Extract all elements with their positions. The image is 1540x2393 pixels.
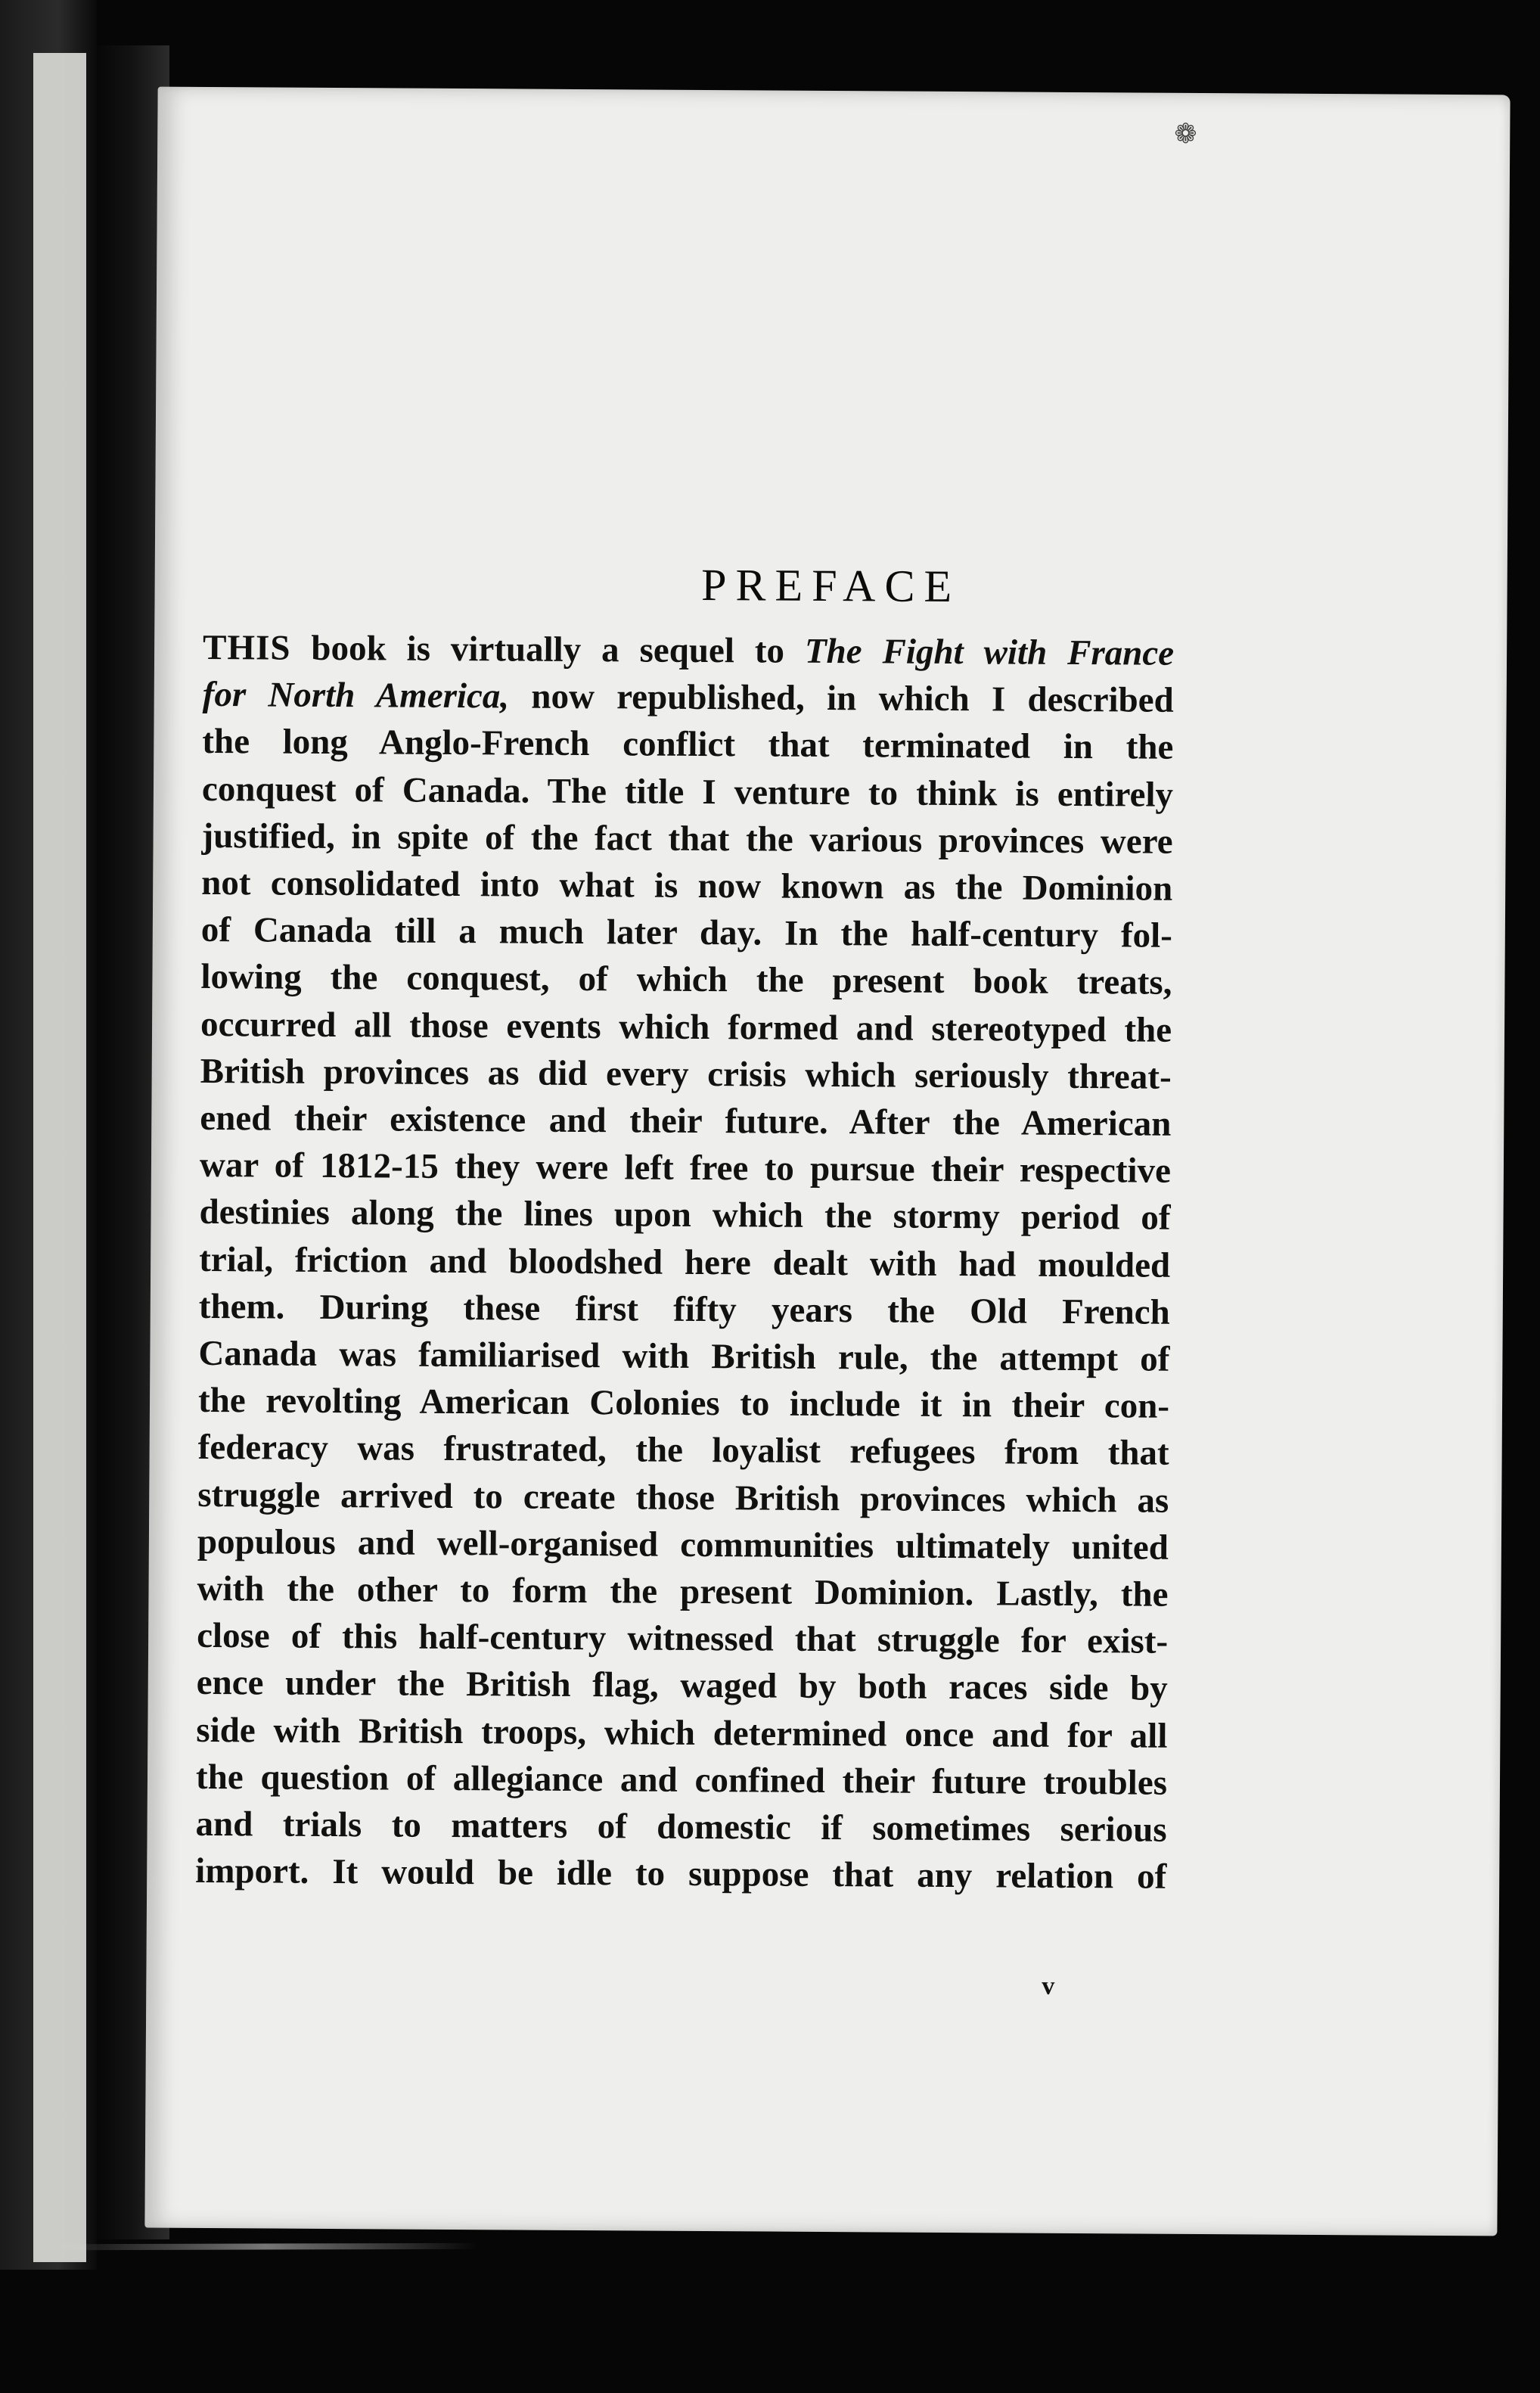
text-run: book is virtually a sequel to <box>290 628 806 671</box>
text-run: ened their existence and their future. After the American <box>200 1098 1172 1144</box>
text-line <box>203 671 1174 724</box>
text-line <box>196 1707 1167 1760</box>
text-run: conquest of Canada. The title I venture to think is entirely <box>201 769 1174 815</box>
italic-title: The Fight with France <box>804 631 1175 673</box>
italic-title: for North America, <box>202 675 510 716</box>
text-run: Canada was familiarised with British rule, the attempt of <box>198 1333 1170 1379</box>
text-line <box>200 1001 1172 1054</box>
text-line <box>201 906 1172 959</box>
text-run: of Canada till a much later day. In the half-century fol- <box>200 910 1172 956</box>
text-run: import. It would be idle to suppose that any relation of <box>195 1851 1167 1897</box>
preface-body <box>195 624 1174 1900</box>
text-run: populous and well-organised communities ultimately united <box>197 1521 1169 1568</box>
dropcap-lead: THIS <box>202 627 291 668</box>
text-line <box>198 1330 1169 1383</box>
page-corner-mark: ❁ <box>1174 118 1197 150</box>
text-line <box>202 766 1173 819</box>
text-line <box>197 1565 1168 1618</box>
text-run: war of 1812-15 they were left free to pursue their respective <box>199 1145 1172 1192</box>
text-run: justified, in spite of the fact that the various provinces were <box>201 816 1173 862</box>
text-line <box>200 1048 1172 1101</box>
text-run: the question of allegiance and confined their future troubles <box>195 1757 1168 1803</box>
text-line <box>202 718 1173 771</box>
text-run: close of this half-century witnessed that struggle for exist- <box>196 1616 1169 1662</box>
text-run: occurred all those events which formed and stereotyped the <box>200 1004 1172 1050</box>
text-line <box>195 1801 1166 1854</box>
text-run: lowing the conquest, of which the present book treats, <box>200 957 1172 1003</box>
text-line <box>195 1848 1166 1900</box>
text-line <box>197 1424 1169 1477</box>
text-line <box>199 1189 1170 1242</box>
text-run: British provinces as did every crisis which seriously threat- <box>200 1051 1172 1097</box>
preface-page <box>144 87 1510 2236</box>
text-run: trial, friction and bloodshed here dealt with had moulded <box>199 1239 1171 1285</box>
text-line <box>197 1659 1168 1712</box>
text-run: not consolidated into what is now known as the Dominion <box>201 862 1173 909</box>
text-line <box>198 1377 1169 1430</box>
text-run: ence under the British flag, waged by both races side by <box>196 1663 1168 1709</box>
text-run: federacy was frustrated, the loyalist refugees from that <box>197 1428 1169 1474</box>
text-run: side with British troops, which determined once and for all <box>196 1710 1168 1756</box>
signature-mark: v <box>1042 1972 1055 2000</box>
text-run: them. During these first fifty years the Old French <box>198 1286 1170 1332</box>
page-title: PREFACE <box>700 559 961 612</box>
text-line <box>196 1754 1167 1807</box>
text-run: now republished, in which I described <box>508 676 1174 720</box>
text-line <box>203 624 1174 677</box>
text-run: destinies along the lines upon which the stormy period of <box>199 1192 1171 1238</box>
text-line <box>200 1142 1171 1195</box>
text-line <box>200 1095 1171 1148</box>
text-line <box>197 1518 1169 1571</box>
text-run: the revolting American Colonies to include it in their con- <box>197 1381 1170 1427</box>
text-line <box>197 1472 1169 1524</box>
text-line <box>199 1236 1170 1289</box>
left-page-sliver <box>33 53 86 2262</box>
text-run: struggle arrived to create those British provinces which as <box>197 1475 1169 1521</box>
text-run: the long Anglo-French conflict that terminated in the <box>202 722 1174 768</box>
text-run: with the other to form the present Dominion. Lastly, the <box>197 1568 1169 1614</box>
text-line <box>200 953 1172 1006</box>
bottom-scan-streak <box>54 2243 477 2250</box>
text-line <box>201 813 1172 866</box>
text-run: and trials to matters of domestic if sometimes serious <box>195 1804 1167 1850</box>
text-line <box>201 859 1172 912</box>
text-line <box>197 1612 1168 1665</box>
text-line <box>199 1283 1170 1336</box>
